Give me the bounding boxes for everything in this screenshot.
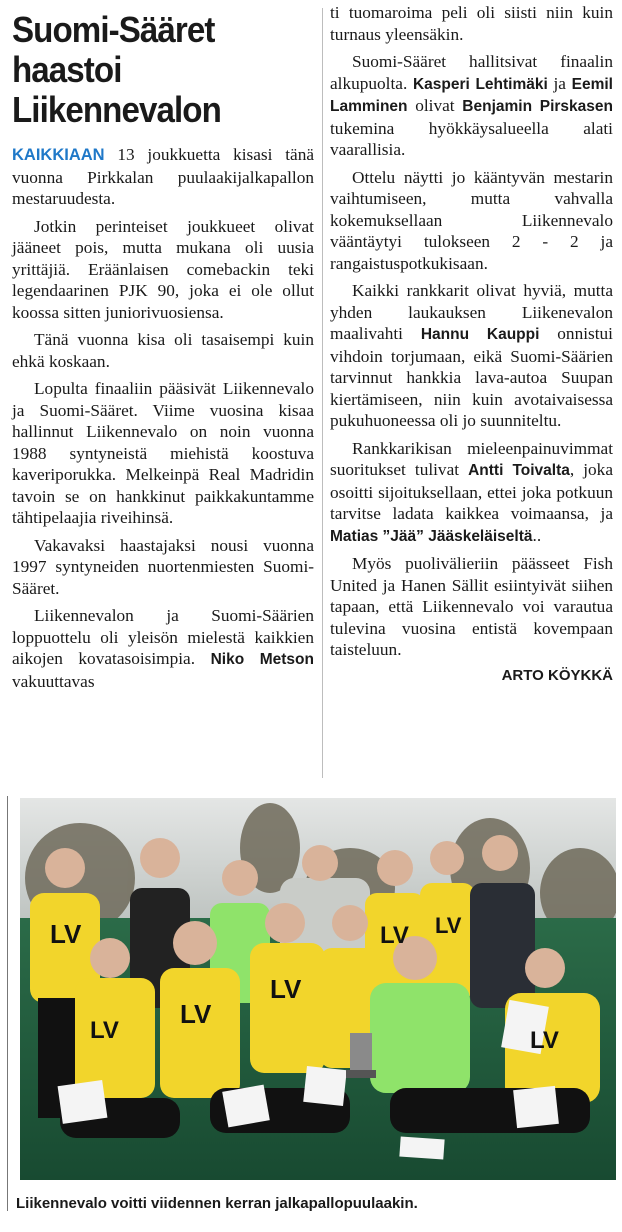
headline	[12, 10, 316, 130]
trophy	[346, 1033, 376, 1078]
paragraph-text: , joka osoitti sijoituksellaan, ettei joka potkuun tarvitse ladata kaikkea voimaansa, ja	[330, 460, 613, 523]
article-left-column	[12, 0, 314, 692]
person-name: Matias ”Jää” Jääskeläiseltä	[330, 527, 533, 545]
photo-caption: Liikennevalo voitti viidennen kerran jalkapallopuulaakin.	[16, 1195, 418, 1212]
photo-side-rule	[7, 796, 8, 1211]
person-name: Benjamin Pirskasen	[462, 98, 614, 115]
person-name: Eemil Lamminen	[330, 75, 613, 115]
article-right-column	[330, 0, 613, 684]
shirt-text: LV	[435, 913, 462, 938]
paragraph	[330, 51, 613, 161]
byline: ARTO KÖYKKÄ	[501, 666, 613, 684]
paragraph-text: ..	[532, 525, 542, 545]
paragraph: Vakavaksi haastajaksi nousi vuonna 1997 syntyneiden nuortenmiesten Suomi-Sääret.	[12, 535, 314, 598]
paragraph-text: vakuuttavas	[12, 671, 95, 691]
shirt-text: LV	[50, 919, 82, 949]
paragraph-text: 13 joukkuetta kisasi tänä vuonna Pirkkalan puulaakijalkapallon mestaruudesta.	[12, 145, 314, 208]
paragraph-text: Rankkarikisan mieleenpainuvimmat suoritukset tulivat	[330, 438, 613, 479]
paragraph-text: Suomi-Sääret hallitsivat finaalin alkupuolta.	[330, 52, 613, 93]
paragraph-text: ja	[547, 73, 572, 93]
paragraph-text: tukemina hyökkäysalueella alati vaarallisia.	[330, 118, 613, 159]
paragraph	[330, 438, 613, 548]
shirt-text: LV	[180, 999, 212, 1029]
person-name: Antti Toivalta	[468, 462, 570, 479]
shirt-text: LV	[380, 922, 409, 949]
paragraph-text: Kaikki rankkarit olivat hyviä, mutta yhden laukauksen Liikenevalon maalivahti	[330, 281, 613, 343]
paragraph: Lopulta finaaliin pääsivät Liikennevalo ja Suomi-Sääret. Viime vuosina kisaa hallinnut Liikennevalo on noin vuonna 1988 syntyneistä miehistä koostuva kaveriporukka. Melkeinpä Real Madridin tavoin se on hankkinut paikkakuntamme tähtipelaajia riveihinsä.	[12, 379, 314, 527]
paragraph: Tänä vuonna kisa oli tasaisempi kuin ehkä koskaan.	[12, 330, 314, 371]
person-name: Kasperi Lehtimäki	[412, 75, 548, 93]
shirt-text: LV	[90, 1017, 119, 1044]
team-photo-illustration	[20, 798, 616, 1180]
headline-line-2: haastoi	[12, 49, 122, 90]
headline-line-1: Suomi-Sääret	[12, 9, 215, 50]
paragraph: ti tuomaroima peli oli siisti niin kuin turnaus yleensäkin.	[330, 3, 613, 44]
paragraph	[12, 605, 314, 692]
headline-line-3: Liikennevalon	[12, 89, 221, 130]
paragraph-lead	[12, 144, 314, 210]
person-name: Hannu Kauppi	[420, 326, 540, 343]
shirt-text: LV	[530, 1027, 559, 1054]
paragraph: Ottelu näytti jo kääntyvän mestarin vaihtumiseen, mutta vahvalla kokemuksellaan Liikennevalo vääntäytyi tulokseen 2 - 2 ja rangaistuspotkukisaan.	[330, 167, 613, 273]
kicker: KAIKKIAAN	[12, 146, 105, 164]
paragraph: Jotkin perinteiset joukkueet olivat jääneet pois, mutta mukana oli uusia yrittäjiä. Eräänlaisen comebackin teki legendaarinen PJK 90, joka ei ole ollut koossa sitten juniorivuosiensa.	[12, 216, 314, 322]
paragraph-text: olivat	[407, 96, 463, 115]
person-name: Niko Metson	[210, 651, 314, 668]
team-photo	[20, 798, 616, 1180]
paragraph: Myös puolivälieriin päässeet Fish United ja Hanen Sällit esiintyivät siihen tapaan, että Liikennevalo voi varautua tulevina vuosina entistä kovempaan taisteluun.	[330, 554, 613, 659]
column-divider	[322, 8, 323, 778]
paragraph-text: onnistui vihdoin torjumaan, eikä Suomi-Säärien tarvinnut hankkia lava-autoa Suupan kiertämiseen, niin kuin avotaivaisessa pukuhuoneessa oli jo suunniteltu.	[330, 324, 613, 430]
paragraph-text: Liikennevalon ja Suomi-Säärien loppuottelu oli yleisön mielestä kaikkien aikojen kovatasoisimpia.	[12, 606, 314, 668]
shirt-text: LV	[270, 974, 302, 1004]
paragraph	[330, 280, 613, 432]
